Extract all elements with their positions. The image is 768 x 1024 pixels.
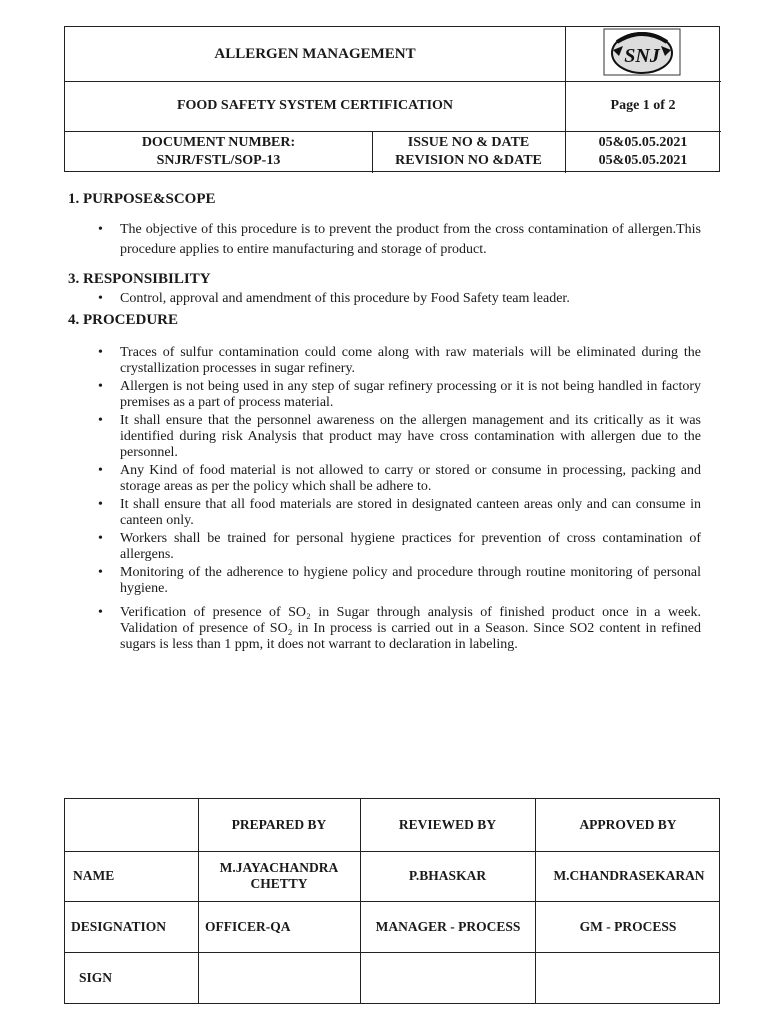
list-item: • Control, approval and amendment of this procedure by Food Safety team leader. (64, 291, 701, 307)
name-row-label: NAME (73, 868, 115, 883)
logo-text: SNJ (624, 45, 660, 67)
document-number-cell (65, 131, 372, 173)
responsibility-list (64, 291, 701, 307)
prepared-by-header: PREPARED BY (231, 817, 327, 832)
list-item: • It shall ensure that the personnel awareness on the allergen management and its critically as it was identified during risk Analysis that product may have cross contamination with allergen due to the personnel. (64, 413, 701, 461)
reviewed-by-header: REVIEWED BY (398, 817, 497, 832)
issue-value: 05&05.05.2021 (598, 135, 688, 150)
revision-label: REVISION NO &DATE (395, 153, 542, 168)
prepared-by-designation: OFFICER-QA (205, 918, 291, 934)
page-number: Page 1 of 2 (610, 98, 676, 113)
designation-row-label: DESIGNATION (71, 918, 167, 934)
issue-label: ISSUE NO & DATE (407, 135, 530, 150)
document-number-label: DOCUMENT NUMBER: (141, 135, 296, 150)
company-logo (603, 28, 681, 76)
reviewed-by-name: P.BHASKAR (408, 868, 487, 883)
list-item: • Traces of sulfur contamination could come along with raw materials will be eliminated during the crystallization processes in sugar refinery. (64, 345, 701, 377)
issue-revision-values (565, 131, 721, 173)
issue-revision-labels (372, 131, 565, 173)
purpose-list (64, 220, 701, 260)
list-item: • Verification of presence of SO₂ in Sugar through analysis of finished product once in a week. Validation of presence of SO₂ in In process is carried out in a Season. Since SO2 content in refined sugars is less than 1 ppm, it does not warrant to declaration in labeling. (64, 605, 701, 653)
approved-by-name: M.CHANDRASEKARAN (553, 868, 705, 883)
certification-title: FOOD SAFETY SYSTEM CERTIFICATION (176, 98, 454, 113)
revision-value: 05&05.05.2021 (598, 153, 688, 168)
procedure-list (64, 345, 701, 653)
prepared-by-name: M.JAYACHANDRA CHETTY (219, 860, 339, 891)
signoff-table (64, 798, 720, 1004)
list-item: • It shall ensure that all food materials are stored in designated canteen areas only and can consume in canteen only. (64, 497, 701, 529)
responsibility-heading: 3. RESPONSIBILITY (68, 271, 211, 287)
approved-by-header: APPROVED BY (579, 817, 677, 832)
approved-by-designation: GM - PROCESS (579, 918, 677, 934)
list-item: • Any Kind of food material is not allowed to carry or stored or consume in processing, packing and storage areas as per the policy which shall be adhere to. (64, 463, 701, 495)
purpose-heading: 1. PURPOSE&SCOPE (68, 191, 216, 207)
list-item: • The objective of this procedure is to prevent the product from the cross contamination of allergen.This procedure applies to entire manufacturing and storage of product. (64, 220, 701, 260)
procedure-heading: 4. PROCEDURE (68, 312, 179, 328)
sign-row-label: SIGN (79, 969, 113, 985)
reviewed-by-designation: MANAGER - PROCESS (375, 918, 521, 934)
list-item: • Monitoring of the adherence to hygiene policy and procedure through routine monitoring of personal hygiene. (64, 565, 701, 597)
document-title: ALLERGEN MANAGEMENT (214, 46, 416, 62)
list-item: • Allergen is not being used in any step of sugar refinery processing or it is not being handled in factory premises as a part of process material. (64, 379, 701, 411)
document-number: SNJR/FSTL/SOP-13 (156, 153, 281, 168)
list-item: • Workers shall be trained for personal hygiene practices for prevention of cross contamination of allergens. (64, 531, 701, 563)
